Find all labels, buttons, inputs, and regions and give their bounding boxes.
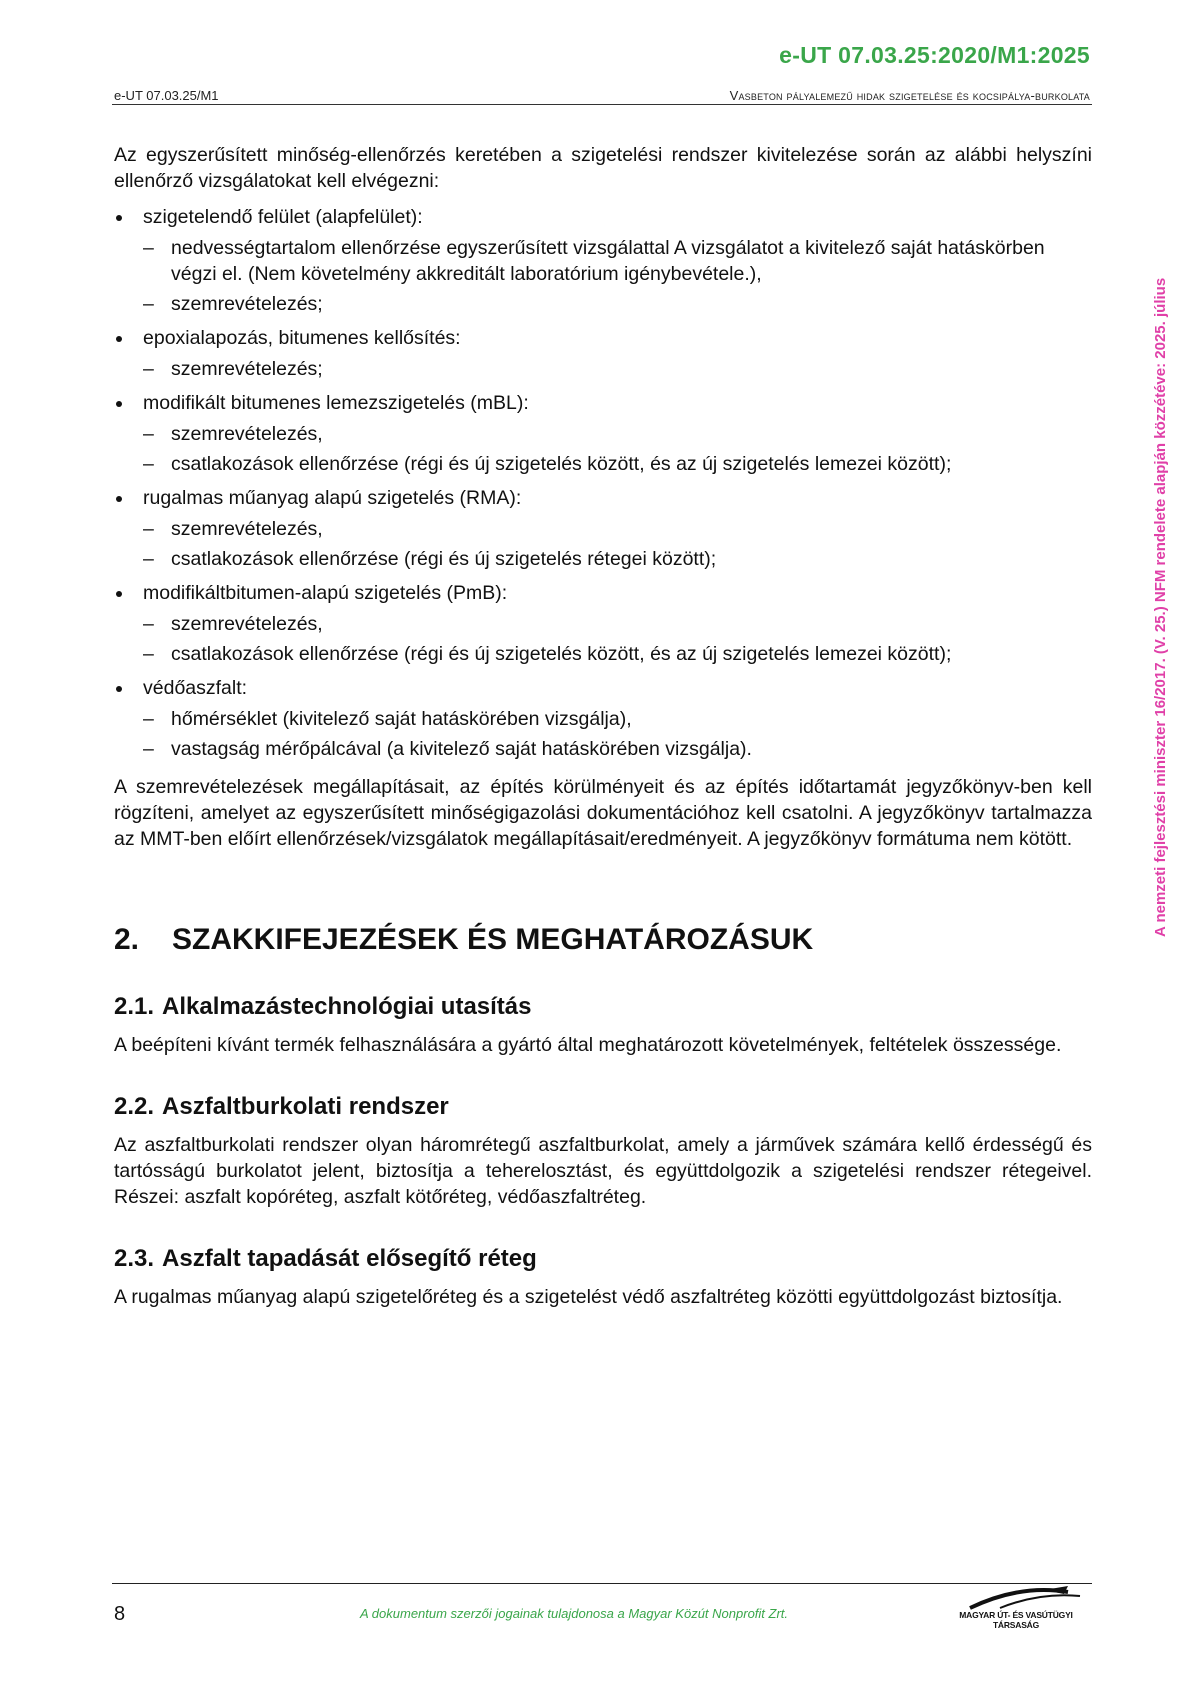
- sub-list-item-text: szemrevételezés,: [171, 613, 323, 635]
- intro-paragraph: Az egyszerűsített minőség-ellenőrzés keretében a szigetelési rendszer kivitelezése során az alábbi helyszíni ellenőrző vizsgálatokat kell elvégezni:: [114, 144, 1092, 192]
- sub-list-item: [143, 356, 1092, 382]
- page-content: [114, 142, 1092, 1310]
- sub-list-item: [143, 516, 1092, 542]
- bullet-dot-icon: [116, 215, 122, 221]
- summary-paragraph: A szemrevételezések megállapításait, az építés körülményeit és az építés időtartamát jegyzőkönyv-ben kell rögzíteni, amelyet az egyszerűsített minőségigazolási dokumentációhoz kell csatolni. A jegyzőkönyv tartalmazza az MMT-ben előírt ellenőrzések/vizsgálatok megállapításait/eredményeit. A jegyzőkönyv formátuma nem kötött.: [114, 776, 1092, 850]
- list-item-label: epoxialapozás, bitumenes kellősítés:: [143, 327, 461, 349]
- dash-icon: –: [143, 237, 154, 259]
- sub-list: [143, 706, 1092, 762]
- sub-list: [143, 611, 1092, 667]
- sub-list-item-text: szemrevételezés;: [171, 358, 323, 380]
- bullet-dot-icon: [116, 401, 122, 407]
- doc-code: e-UT 07.03.25:2020/M1:2025: [779, 42, 1090, 68]
- company-logo: [940, 1582, 1092, 1630]
- subsection-heading: [114, 1244, 1092, 1274]
- sub-list-item: [143, 706, 1092, 732]
- dash-icon: –: [143, 708, 154, 730]
- subsection-title: Aszfalt tapadását elősegítő réteg: [162, 1245, 537, 1272]
- subsection-paragraph: A beépíteni kívánt termék felhasználására a gyártó által meghatározott követelmények, feltételek összessége.: [114, 1034, 1062, 1056]
- sub-list-item-text: szemrevételezés,: [171, 423, 323, 445]
- sub-list: [143, 421, 1092, 477]
- subsection-number: 2.1.: [114, 993, 155, 1020]
- sub-list: [143, 516, 1092, 572]
- subsection-title: Alkalmazástechnológiai utasítás: [162, 993, 532, 1020]
- subsection-title: Aszfaltburkolati rendszer: [162, 1093, 449, 1120]
- list-item-label: szigetelendő felület (alapfelület):: [143, 206, 423, 228]
- sub-list-item-text: hőmérséklet (kivitelező saját hatáskörében vizsgálja),: [171, 708, 632, 730]
- list-item-label: modifikáltbitumen-alapú szigetelés (PmB):: [143, 582, 508, 604]
- list-item: [114, 204, 1092, 317]
- footer-copyright: A dokumentum szerzői jogainak tulajdonosa a Magyar Közút Nonprofit Zrt.: [360, 1606, 789, 1621]
- dash-icon: –: [143, 518, 154, 540]
- page-number: 8: [114, 1603, 126, 1625]
- dash-icon: –: [143, 293, 154, 315]
- subsection-number: 2.3.: [114, 1245, 155, 1272]
- list-item: [114, 485, 1092, 572]
- dash-icon: –: [143, 643, 154, 665]
- list-item-label: rugalmas műanyag alapú szigetelés (RMA):: [143, 487, 522, 509]
- list-item: [114, 325, 1092, 382]
- sub-list-item-text: nedvességtartalom ellenőrzése egyszerűsített vizsgálattal A vizsgálatot a kivitelező saját hatáskörben végzi el. (Nem követelmény akkreditált laboratórium igénybevétele.),: [171, 237, 1045, 285]
- subsection-paragraph: Az aszfaltburkolati rendszer olyan háromrétegű aszfaltburkolat, amely a járművek számára kellő érdességű és tartósságú burkolatot jelent, biztosítja a teherelosztást, és együttdolgozik a szigetelési rendszer rétegeivel. Részei: aszfalt kopóréteg, aszfalt kötőréteg, védőaszfaltréteg.: [114, 1134, 1092, 1208]
- header-title: Vasbeton pályalemezű hidak szigetelése és kocsipálya-burkolata: [729, 88, 1090, 103]
- sub-list-item: [143, 546, 1092, 572]
- header-rule: [112, 104, 1092, 105]
- list-item: [114, 580, 1092, 667]
- sub-list-item: [143, 235, 1092, 287]
- sub-list-item: [143, 641, 1092, 667]
- bullet-dot-icon: [116, 336, 122, 342]
- sub-list-item: [143, 611, 1092, 637]
- subsection-heading: [114, 1092, 1092, 1122]
- road-arc-icon: [940, 1582, 1092, 1610]
- list-item-label: védőaszfalt:: [143, 677, 248, 699]
- bullet-dot-icon: [116, 686, 122, 692]
- section-title: SZAKKIFEJEZÉSEK ÉS MEGHATÁROZÁSUK: [172, 923, 814, 956]
- sub-list-item: [143, 451, 1092, 477]
- sub-list-item-text: szemrevételezés,: [171, 518, 323, 540]
- dash-icon: –: [143, 613, 154, 635]
- sub-list: [143, 235, 1092, 317]
- side-publication-note: A nemzeti fejlesztési miniszter 16/2017. (V. 25.) NFM rendelete alapján közzétéve: 2025. július: [1152, 277, 1169, 937]
- bullet-dot-icon: [116, 591, 122, 597]
- bullet-dot-icon: [116, 496, 122, 502]
- sub-list-item-text: szemrevételezés;: [171, 293, 323, 315]
- subsection-heading: [114, 992, 1092, 1022]
- list-item-label: modifikált bitumenes lemezszigetelés (mBL):: [143, 392, 529, 414]
- list-item: [114, 390, 1092, 477]
- sub-list-item-text: csatlakozások ellenőrzése (régi és új szigetelés között, és az új szigetelés lemezei között);: [171, 643, 952, 665]
- sub-list-item: [143, 421, 1092, 447]
- sub-list-item-text: csatlakozások ellenőrzése (régi és új szigetelés között, és az új szigetelés lemezei között);: [171, 453, 952, 475]
- logo-text: MAGYAR ÚT- ÉS VASÚTÜGYI TÁRSASÁG: [959, 1610, 1073, 1630]
- sub-list: [143, 356, 1092, 382]
- subsection-number: 2.2.: [114, 1093, 155, 1120]
- dash-icon: –: [143, 453, 154, 475]
- subsection-paragraph: A rugalmas műanyag alapú szigetelőréteg és a szigetelést védő aszfaltréteg közötti együttdolgozást biztosítja.: [114, 1286, 1063, 1308]
- check-list: [114, 204, 1092, 762]
- dash-icon: –: [143, 358, 154, 380]
- dash-icon: –: [143, 738, 154, 760]
- section-number: 2.: [114, 923, 140, 956]
- sub-list-item-text: vastagság mérőpálcával (a kivitelező saját hatáskörében vizsgálja).: [171, 738, 752, 760]
- dash-icon: –: [143, 548, 154, 570]
- sub-list-item: [143, 291, 1092, 317]
- sub-list-item-text: csatlakozások ellenőrzése (régi és új szigetelés rétegei között);: [171, 548, 717, 570]
- sub-list-item: [143, 736, 1092, 762]
- header-left-code: e-UT 07.03.25/M1: [114, 88, 219, 103]
- dash-icon: –: [143, 423, 154, 445]
- list-item: [114, 675, 1092, 762]
- section-heading: [114, 922, 1092, 958]
